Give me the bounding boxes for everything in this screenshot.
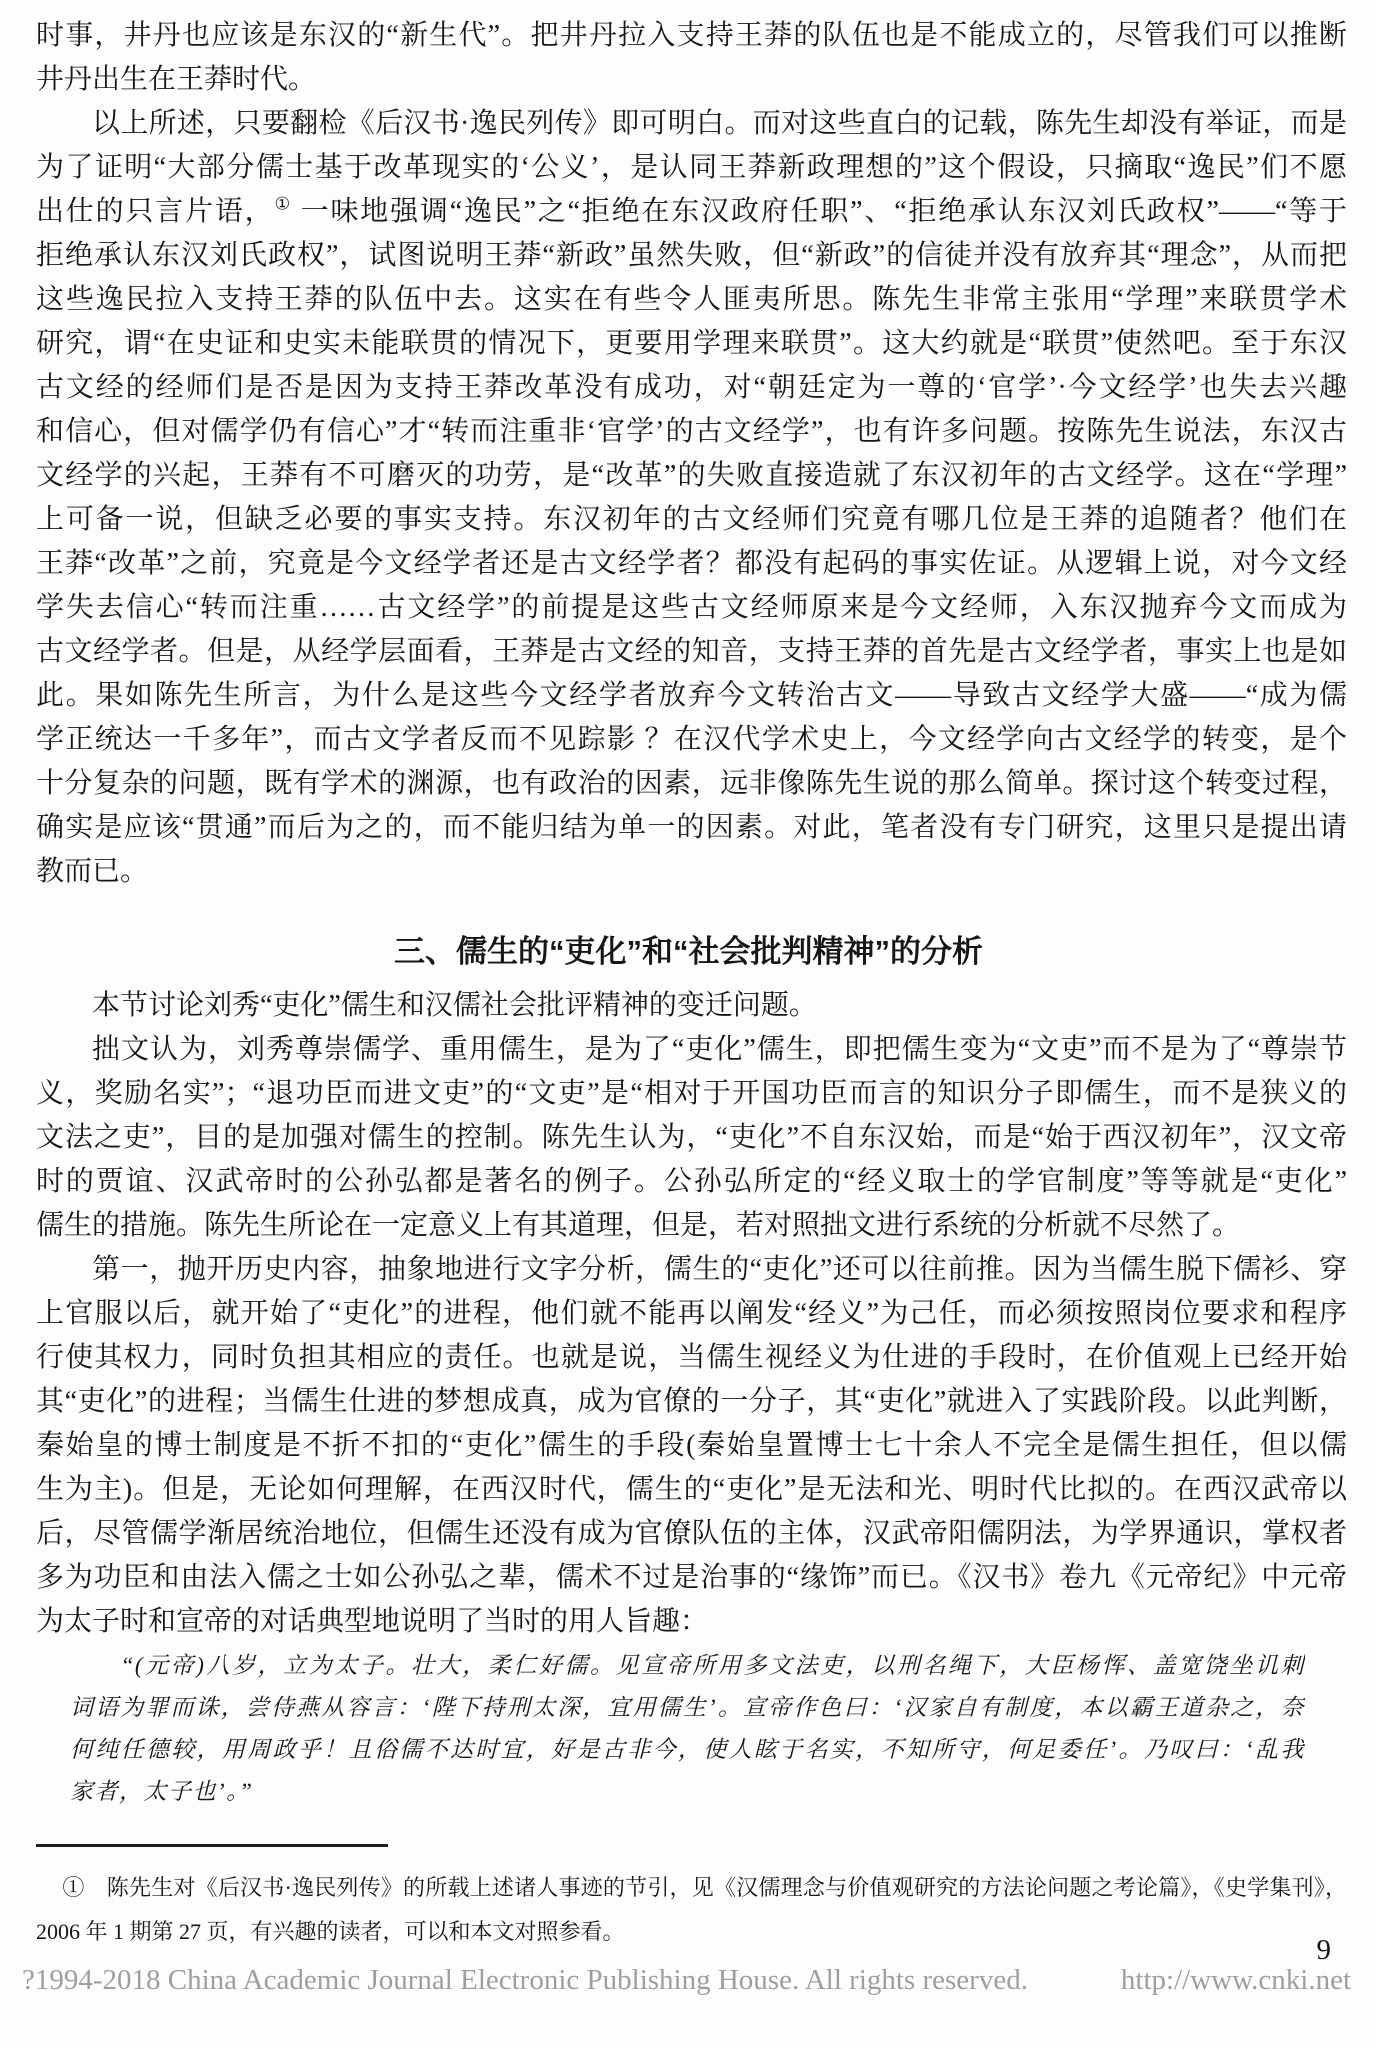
text-line: 后，尽管儒学渐居统治地位，但儒生还没有成为官僚队伍的主体，汉武帝阳儒阴法，为学界通识，掌权者: [36, 1518, 1347, 1549]
footnote: [36, 1866, 1347, 1954]
text-line: 文法之吏”，目的是加强对儒生的控制。陈先生认为，“吏化”不自东汉始，而是“始于西汉初年”，汉文帝: [36, 1122, 1347, 1153]
text-line: 其“吏化”的进程；当儒生仕进的梦想成真，成为官僚的一分子，其“吏化”就进入了实践阶段。以此判断，: [36, 1386, 1347, 1417]
page-number: 9: [1316, 1934, 1331, 1966]
body-text-section: [36, 984, 1347, 1644]
text-line: 秦始皇的博士制度是不折不扣的“吏化”儒生的手段(秦始皇置博士七十余人不完全是儒生担任，但以儒: [36, 1430, 1347, 1461]
text-line: 时的贾谊、汉武帝时的公孙弘都是著名的例子。公孙弘所定的“经义取士的学官制度”等等就是“吏化”: [36, 1166, 1347, 1197]
text-line: 学失去信心“转而注重……古文经学”的前提是这些古文经师原来是今文经师，入东汉抛弃今文而成为: [36, 592, 1347, 623]
text-line: 和信心，但对儒学仍有信心”才“转而注重非‘官学’的古文经学”，也有许多问题。按陈先生说法，东汉古: [36, 416, 1347, 447]
text-line: 古文经的经师们是否是因为支持王莽改革没有成功，对“朝廷定为一尊的‘官学’·今文经学’也失去兴趣: [36, 372, 1347, 403]
text-line: 上官服以后，就开始了“吏化”的进程，他们就不能再以阐发“经义”为己任，而必须按照岗位要求和程序: [36, 1298, 1347, 1329]
footnote-line: ① 陈先生对《后汉书·逸民列传》的所载上述诸人事迹的节引，见《汉儒理念与价值观研究的方法论问题之考论篇》，《史学集刊》，: [62, 1875, 1347, 1900]
text-line: 时事，井丹也应该是东汉的“新生代”。把井丹拉入支持王莽的队伍也是不能成立的，尽管我们可以推断: [36, 20, 1347, 51]
quote-line: 词语为罪而诛，尝侍燕从容言：‘陛下持刑太深，宜用儒生’。宣帝作色曰：‘汉家自有制度，本以霸王道杂之，奈: [70, 1695, 1305, 1720]
text-line: 义，奖励名实”；“退功臣而进文吏”的“文吏”是“相对于开国功臣而言的知识分子即儒生，而不是狭义的: [36, 1078, 1347, 1109]
text-line: 教而已。: [36, 856, 149, 887]
text-line: 文经学的兴起，王莽有不可磨灭的功劳，是“改革”的失败直接造就了东汉初年的古文经学。这在“学理”: [36, 460, 1347, 491]
text-line: 以上所述，只要翻检《后汉书·逸民列传》即可明白。而对这些直白的记载，陈先生却没有举证，而是: [92, 108, 1347, 139]
section-heading: 三、儒生的“吏化”和“社会批判精神”的分析: [394, 934, 983, 969]
quote-line: “(元帝)八岁，立为太子。壮大，柔仁好儒。见宣帝所用多文法吏，以刑名绳下，大臣杨恽、盖宽饶坐讥刺: [120, 1653, 1305, 1678]
text-line: 行使其权力，同时负担其相应的责任。也就是说，当儒生视经义为仕进的手段时，在价值观上已经开始: [36, 1342, 1347, 1373]
text-line: 本节讨论刘秀“吏化”儒生和汉儒社会批评精神的变迁问题。: [92, 990, 817, 1021]
footnote-separator: [36, 1844, 388, 1847]
text-line: 为太子时和宣帝的对话典型地说明了当时的用人旨趣：: [36, 1606, 709, 1637]
text-line: 上可备一说，但缺乏必要的事实支持。东汉初年的古文经师们究竟有哪几位是王莽的追随者？他们在: [36, 504, 1347, 535]
quote-line: 何纯任德较，用周政乎！且俗儒不达时宜，好是古非今，使人眩于名实，不知所守，何足委任’。乃叹曰：‘乱我: [70, 1737, 1305, 1762]
text-line: 多为功臣和由法入儒之士如公孙弘之辈，儒术不过是治事的“缘饰”而已。《汉书》卷九《元帝纪》中元帝: [36, 1562, 1347, 1593]
page-footer: [22, 1960, 1351, 2000]
text-line: 拒绝承认东汉刘氏政权”，试图说明王莽“新政”虽然失败，但“新政”的信徒并没有放弃其“理念”，从而把: [36, 240, 1347, 271]
block-quote: [70, 1645, 1305, 1813]
text-line: 这些逸民拉入支持王莽的队伍中去。这实在有些令人匪夷所思。陈先生非常主张用“学理”来联贯学术: [36, 284, 1347, 315]
text-line: 王莽“改革”之前，究竟是今文经学者还是古文经学者？都没有起码的事实佐证。从逻辑上说，对今文经: [36, 548, 1347, 579]
text-line: 十分复杂的问题，既有学术的渊源，也有政治的因素，远非像陈先生说的那么简单。探讨这个转变过程，: [36, 768, 1347, 799]
text-line: 出仕的只言片语，① 一味地强调“逸民”之“拒绝在东汉政府任职”、“拒绝承认东汉刘氏政权”——“等于: [36, 194, 1347, 227]
text-line: 研究，谓“在史证和史实未能联贯的情况下，更要用学理来联贯”。这大约就是“联贯”使然吧。至于东汉: [36, 328, 1347, 359]
text-line: 为了证明“大部分儒士基于改革现实的‘公义’，是认同王莽新政理想的”这个假设，只摘取“逸民”们不愿: [36, 152, 1347, 183]
text-line: 拙文认为，刘秀尊崇儒学、重用儒生，是为了“吏化”儒生，即把儒生变为“文吏”而不是为了“尊崇节: [92, 1034, 1347, 1065]
text-line: 确实是应该“贯通”而后为之的，而不能归结为单一的因素。对此，笔者没有专门研究，这里只是提出请: [36, 812, 1347, 843]
copyright-text: ?1994-2018 China Academic Journal Electronic Publishing House. All rights reserved.: [22, 1964, 1028, 1996]
cnki-url: http://www.cnki.net: [1120, 1964, 1351, 1996]
text-line: 学正统达一千多年”，而古文学者反而不见踪影 ？在汉代学术史上，今文经学向古文经学的转变，是个: [36, 724, 1347, 755]
text-line: 井丹出生在王莽时代。: [36, 64, 317, 95]
text-line: 儒生的措施。陈先生所论在一定意义上有其道理，但是，若对照拙文进行系统的分析就不尽然了。: [36, 1210, 1241, 1241]
quote-line: 家者，太子也’。”: [70, 1779, 254, 1804]
text-line: 此。果如陈先生所言，为什么是这些今文经学者放弃今文转治古文——导致古文经学大盛——“成为儒: [36, 680, 1347, 711]
text-line: 古文经学者。但是，从经学层面看，王莽是古文经的知音，支持王莽的首先是古文经学者，事实上也是如: [36, 636, 1347, 667]
text-line: 第一，抛开历史内容，抽象地进行文字分析，儒生的“吏化”还可以往前推。因为当儒生脱下儒衫、穿: [92, 1254, 1347, 1285]
body-text-upper: [36, 14, 1347, 894]
text-line: 生为主)。但是，无论如何理解，在西汉时代，儒生的“吏化”是无法和光、明时代比拟的。在西汉武帝以: [36, 1474, 1347, 1505]
footnote-line: 2006 年 1 期第 27 页，有兴趣的读者，可以和本文对照参看。: [36, 1919, 625, 1944]
